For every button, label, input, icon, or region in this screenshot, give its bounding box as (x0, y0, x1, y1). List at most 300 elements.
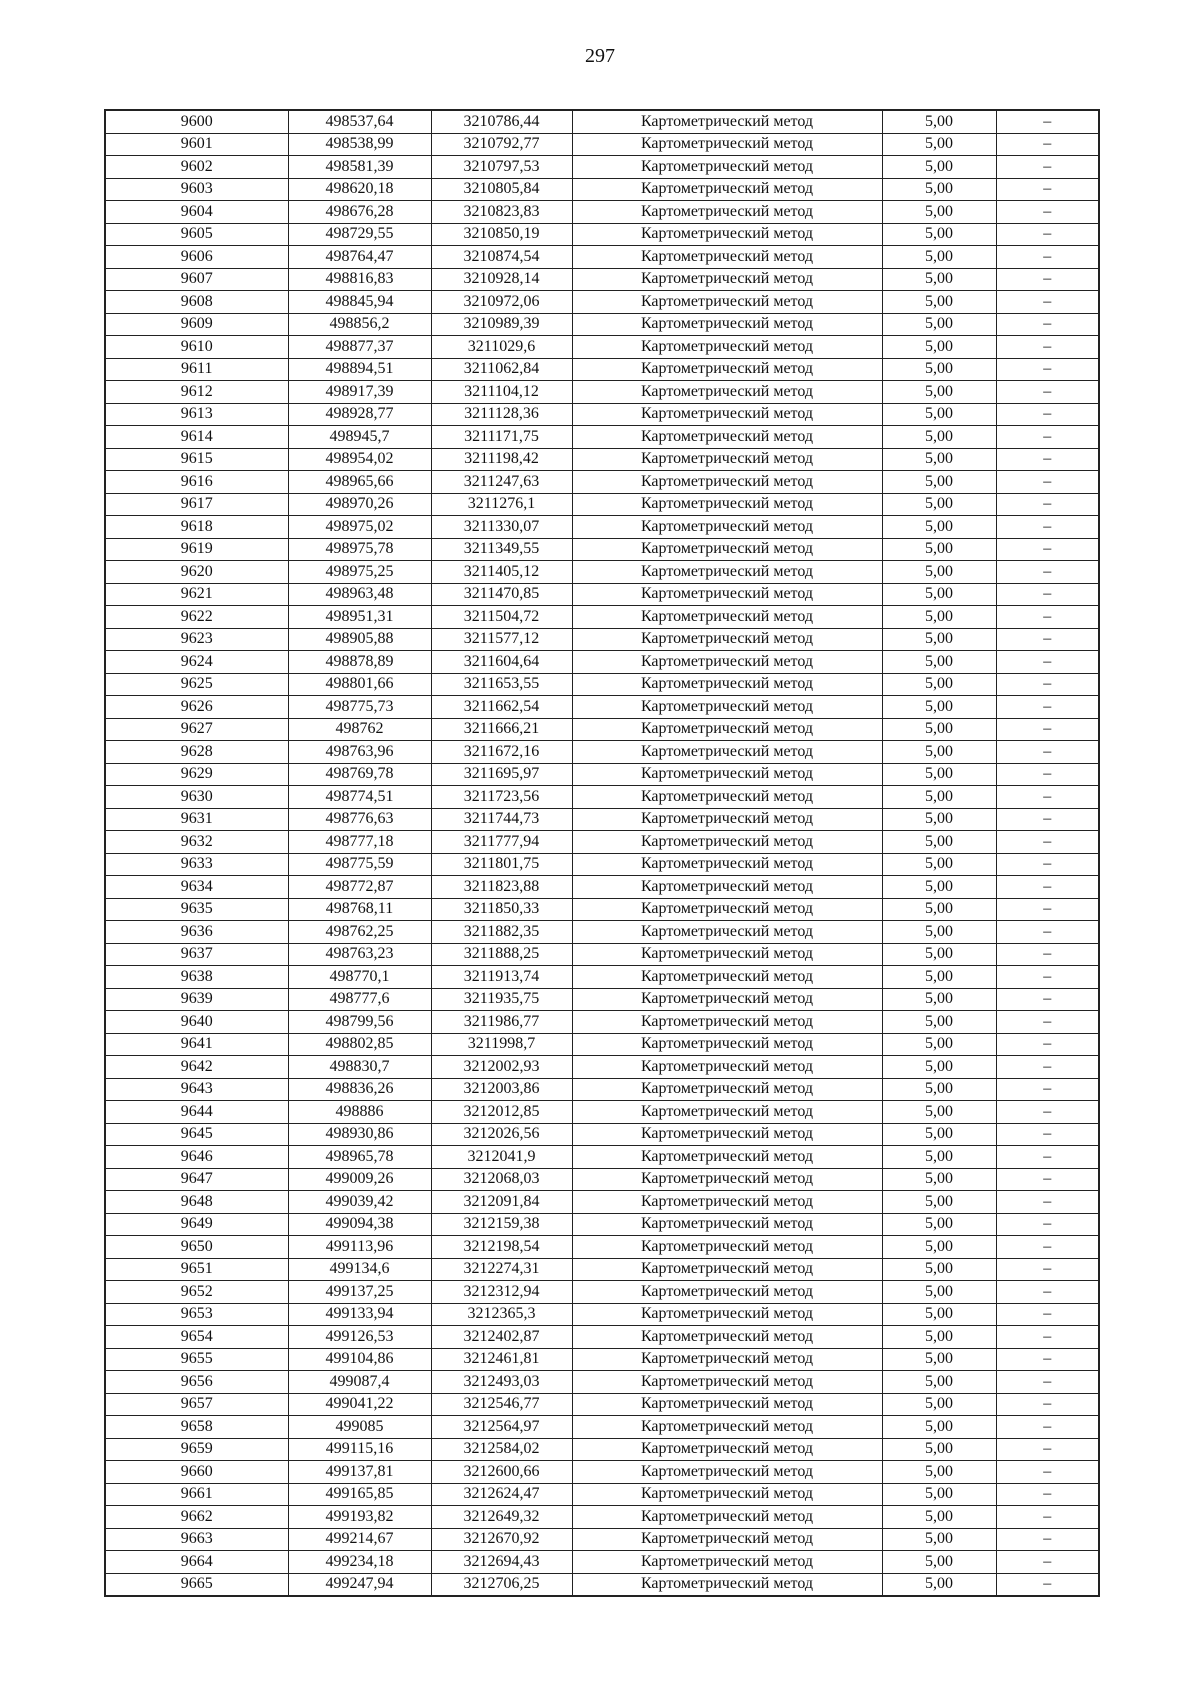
accuracy-cell: 5,00 (882, 403, 996, 426)
table-row (105, 763, 1099, 786)
x-coordinate-cell: 498877,37 (288, 336, 431, 359)
table-row (105, 966, 1099, 989)
accuracy-cell: 5,00 (882, 538, 996, 561)
table-row (105, 741, 1099, 764)
accuracy-cell: 5,00 (882, 876, 996, 899)
y-coordinate-cell: 3211723,56 (431, 786, 572, 809)
x-coordinate-cell: 499085 (288, 1416, 431, 1439)
point-number-cell: 9601 (105, 133, 288, 156)
y-coordinate-cell: 3212600,66 (431, 1461, 572, 1484)
x-coordinate-cell: 499039,42 (288, 1191, 431, 1214)
accuracy-cell: 5,00 (882, 1033, 996, 1056)
x-coordinate-cell: 499115,16 (288, 1438, 431, 1461)
accuracy-cell: 5,00 (882, 718, 996, 741)
table-row (105, 1146, 1099, 1169)
method-cell: Картометрический метод (572, 696, 882, 719)
method-cell: Картометрический метод (572, 246, 882, 269)
note-cell: – (996, 718, 1099, 741)
point-number-cell: 9619 (105, 538, 288, 561)
table-row (105, 1528, 1099, 1551)
note-cell: – (996, 1461, 1099, 1484)
x-coordinate-cell: 498777,18 (288, 831, 431, 854)
accuracy-cell: 5,00 (882, 1438, 996, 1461)
table-row (105, 1168, 1099, 1191)
method-cell: Картометрический метод (572, 156, 882, 179)
table-row (105, 718, 1099, 741)
method-cell: Картометрический метод (572, 403, 882, 426)
y-coordinate-cell: 3212003,86 (431, 1078, 572, 1101)
y-coordinate-cell: 3210850,19 (431, 223, 572, 246)
table-row (105, 943, 1099, 966)
note-cell: – (996, 561, 1099, 584)
point-number-cell: 9630 (105, 786, 288, 809)
point-number-cell: 9606 (105, 246, 288, 269)
accuracy-cell: 5,00 (882, 1326, 996, 1349)
x-coordinate-cell: 498763,23 (288, 943, 431, 966)
method-cell: Картометрический метод (572, 538, 882, 561)
x-coordinate-cell: 498774,51 (288, 786, 431, 809)
accuracy-cell: 5,00 (882, 853, 996, 876)
table-body (105, 110, 1099, 1596)
note-cell: – (996, 336, 1099, 359)
accuracy-cell: 5,00 (882, 1258, 996, 1281)
method-cell: Картометрический метод (572, 493, 882, 516)
y-coordinate-cell: 3212159,38 (431, 1213, 572, 1236)
y-coordinate-cell: 3211653,55 (431, 673, 572, 696)
method-cell: Картометрический метод (572, 1146, 882, 1169)
accuracy-cell: 5,00 (882, 493, 996, 516)
point-number-cell: 9620 (105, 561, 288, 584)
y-coordinate-cell: 3211823,88 (431, 876, 572, 899)
note-cell: – (996, 516, 1099, 539)
note-cell: – (996, 1416, 1099, 1439)
point-number-cell: 9638 (105, 966, 288, 989)
table-row (105, 1348, 1099, 1371)
note-cell: – (996, 448, 1099, 471)
note-cell: – (996, 1258, 1099, 1281)
x-coordinate-cell: 499214,67 (288, 1528, 431, 1551)
method-cell: Картометрический метод (572, 1416, 882, 1439)
table-row (105, 1281, 1099, 1304)
y-coordinate-cell: 3211062,84 (431, 358, 572, 381)
point-number-cell: 9649 (105, 1213, 288, 1236)
method-cell: Картометрический метод (572, 1101, 882, 1124)
accuracy-cell: 5,00 (882, 426, 996, 449)
table-row (105, 1393, 1099, 1416)
x-coordinate-cell: 499094,38 (288, 1213, 431, 1236)
table-row (105, 201, 1099, 224)
method-cell: Картометрический метод (572, 1326, 882, 1349)
note-cell: – (996, 313, 1099, 336)
method-cell: Картометрический метод (572, 426, 882, 449)
method-cell: Картометрический метод (572, 876, 882, 899)
y-coordinate-cell: 3212584,02 (431, 1438, 572, 1461)
y-coordinate-cell: 3212026,56 (431, 1123, 572, 1146)
method-cell: Картометрический метод (572, 1461, 882, 1484)
y-coordinate-cell: 3211913,74 (431, 966, 572, 989)
note-cell: – (996, 1213, 1099, 1236)
method-cell: Картометрический метод (572, 921, 882, 944)
accuracy-cell: 5,00 (882, 583, 996, 606)
x-coordinate-cell: 498954,02 (288, 448, 431, 471)
x-coordinate-cell: 498537,64 (288, 110, 431, 133)
table-row (105, 583, 1099, 606)
table-row (105, 291, 1099, 314)
table-row (105, 1236, 1099, 1259)
y-coordinate-cell: 3210797,53 (431, 156, 572, 179)
accuracy-cell: 5,00 (882, 1236, 996, 1259)
method-cell: Картометрический метод (572, 1348, 882, 1371)
x-coordinate-cell: 498538,99 (288, 133, 431, 156)
point-number-cell: 9626 (105, 696, 288, 719)
y-coordinate-cell: 3211349,55 (431, 538, 572, 561)
method-cell: Картометрический метод (572, 516, 882, 539)
accuracy-cell: 5,00 (882, 1506, 996, 1529)
accuracy-cell: 5,00 (882, 1573, 996, 1596)
accuracy-cell: 5,00 (882, 561, 996, 584)
note-cell: – (996, 1168, 1099, 1191)
y-coordinate-cell: 3212493,03 (431, 1371, 572, 1394)
method-cell: Картометрический метод (572, 381, 882, 404)
note-cell: – (996, 853, 1099, 876)
point-number-cell: 9636 (105, 921, 288, 944)
accuracy-cell: 5,00 (882, 313, 996, 336)
y-coordinate-cell: 3212365,3 (431, 1303, 572, 1326)
y-coordinate-cell: 3212041,9 (431, 1146, 572, 1169)
y-coordinate-cell: 3211504,72 (431, 606, 572, 629)
table-row (105, 1191, 1099, 1214)
y-coordinate-cell: 3211850,33 (431, 898, 572, 921)
table-row (105, 651, 1099, 674)
note-cell: – (996, 606, 1099, 629)
method-cell: Картометрический метод (572, 1033, 882, 1056)
x-coordinate-cell: 499087,4 (288, 1371, 431, 1394)
method-cell: Картометрический метод (572, 1168, 882, 1191)
point-number-cell: 9655 (105, 1348, 288, 1371)
method-cell: Картометрический метод (572, 943, 882, 966)
method-cell: Картометрический метод (572, 988, 882, 1011)
point-number-cell: 9633 (105, 853, 288, 876)
accuracy-cell: 5,00 (882, 358, 996, 381)
note-cell: – (996, 291, 1099, 314)
x-coordinate-cell: 498777,6 (288, 988, 431, 1011)
accuracy-cell: 5,00 (882, 291, 996, 314)
accuracy-cell: 5,00 (882, 1348, 996, 1371)
point-number-cell: 9614 (105, 426, 288, 449)
y-coordinate-cell: 3211998,7 (431, 1033, 572, 1056)
point-number-cell: 9644 (105, 1101, 288, 1124)
accuracy-cell: 5,00 (882, 1146, 996, 1169)
accuracy-cell: 5,00 (882, 1056, 996, 1079)
x-coordinate-cell: 498729,55 (288, 223, 431, 246)
method-cell: Картометрический метод (572, 1011, 882, 1034)
note-cell: – (996, 1551, 1099, 1574)
accuracy-cell: 5,00 (882, 966, 996, 989)
point-number-cell: 9604 (105, 201, 288, 224)
method-cell: Картометрический метод (572, 448, 882, 471)
point-number-cell: 9624 (105, 651, 288, 674)
accuracy-cell: 5,00 (882, 381, 996, 404)
method-cell: Картометрический метод (572, 178, 882, 201)
y-coordinate-cell: 3211986,77 (431, 1011, 572, 1034)
point-number-cell: 9617 (105, 493, 288, 516)
table-row (105, 808, 1099, 831)
x-coordinate-cell: 498772,87 (288, 876, 431, 899)
x-coordinate-cell: 499137,25 (288, 1281, 431, 1304)
y-coordinate-cell: 3212461,81 (431, 1348, 572, 1371)
x-coordinate-cell: 498762,25 (288, 921, 431, 944)
table-row (105, 1101, 1099, 1124)
note-cell: – (996, 178, 1099, 201)
accuracy-cell: 5,00 (882, 1123, 996, 1146)
accuracy-cell: 5,00 (882, 133, 996, 156)
method-cell: Картометрический метод (572, 336, 882, 359)
x-coordinate-cell: 498917,39 (288, 381, 431, 404)
note-cell: – (996, 741, 1099, 764)
accuracy-cell: 5,00 (882, 741, 996, 764)
x-coordinate-cell: 498763,96 (288, 741, 431, 764)
accuracy-cell: 5,00 (882, 1213, 996, 1236)
table-row (105, 831, 1099, 854)
method-cell: Картометрический метод (572, 1371, 882, 1394)
point-number-cell: 9648 (105, 1191, 288, 1214)
y-coordinate-cell: 3212274,31 (431, 1258, 572, 1281)
x-coordinate-cell: 498965,78 (288, 1146, 431, 1169)
note-cell: – (996, 1123, 1099, 1146)
y-coordinate-cell: 3211128,36 (431, 403, 572, 426)
y-coordinate-cell: 3211104,12 (431, 381, 572, 404)
y-coordinate-cell: 3211171,75 (431, 426, 572, 449)
y-coordinate-cell: 3212091,84 (431, 1191, 572, 1214)
table-row (105, 1416, 1099, 1439)
y-coordinate-cell: 3212670,92 (431, 1528, 572, 1551)
y-coordinate-cell: 3211662,54 (431, 696, 572, 719)
table-row (105, 1326, 1099, 1349)
method-cell: Картометрический метод (572, 313, 882, 336)
table-row (105, 1371, 1099, 1394)
y-coordinate-cell: 3211801,75 (431, 853, 572, 876)
accuracy-cell: 5,00 (882, 651, 996, 674)
y-coordinate-cell: 3212012,85 (431, 1101, 572, 1124)
y-coordinate-cell: 3212402,87 (431, 1326, 572, 1349)
method-cell: Картометрический метод (572, 1506, 882, 1529)
accuracy-cell: 5,00 (882, 1191, 996, 1214)
x-coordinate-cell: 499234,18 (288, 1551, 431, 1574)
point-number-cell: 9618 (105, 516, 288, 539)
method-cell: Картометрический метод (572, 1573, 882, 1596)
method-cell: Картометрический метод (572, 268, 882, 291)
method-cell: Картометрический метод (572, 223, 882, 246)
y-coordinate-cell: 3211935,75 (431, 988, 572, 1011)
y-coordinate-cell: 3211604,64 (431, 651, 572, 674)
point-number-cell: 9647 (105, 1168, 288, 1191)
table-row (105, 1483, 1099, 1506)
method-cell: Картометрический метод (572, 1483, 882, 1506)
table-row (105, 178, 1099, 201)
note-cell: – (996, 921, 1099, 944)
table-row (105, 246, 1099, 269)
method-cell: Картометрический метод (572, 1056, 882, 1079)
point-number-cell: 9628 (105, 741, 288, 764)
method-cell: Картометрический метод (572, 628, 882, 651)
note-cell: – (996, 1078, 1099, 1101)
method-cell: Картометрический метод (572, 583, 882, 606)
note-cell: – (996, 876, 1099, 899)
accuracy-cell: 5,00 (882, 1168, 996, 1191)
table-row (105, 561, 1099, 584)
point-number-cell: 9656 (105, 1371, 288, 1394)
accuracy-cell: 5,00 (882, 921, 996, 944)
note-cell: – (996, 156, 1099, 179)
point-number-cell: 9611 (105, 358, 288, 381)
point-number-cell: 9658 (105, 1416, 288, 1439)
x-coordinate-cell: 498775,73 (288, 696, 431, 719)
table-row (105, 268, 1099, 291)
x-coordinate-cell: 498802,85 (288, 1033, 431, 1056)
point-number-cell: 9607 (105, 268, 288, 291)
point-number-cell: 9621 (105, 583, 288, 606)
x-coordinate-cell: 499133,94 (288, 1303, 431, 1326)
table-row (105, 696, 1099, 719)
note-cell: – (996, 538, 1099, 561)
point-number-cell: 9645 (105, 1123, 288, 1146)
table-row (105, 1461, 1099, 1484)
point-number-cell: 9641 (105, 1033, 288, 1056)
table-row (105, 133, 1099, 156)
point-number-cell: 9609 (105, 313, 288, 336)
x-coordinate-cell: 498856,2 (288, 313, 431, 336)
point-number-cell: 9610 (105, 336, 288, 359)
note-cell: – (996, 201, 1099, 224)
note-cell: – (996, 426, 1099, 449)
accuracy-cell: 5,00 (882, 1101, 996, 1124)
y-coordinate-cell: 3211405,12 (431, 561, 572, 584)
table-row (105, 1551, 1099, 1574)
note-cell: – (996, 1506, 1099, 1529)
note-cell: – (996, 651, 1099, 674)
table-row (105, 1213, 1099, 1236)
accuracy-cell: 5,00 (882, 943, 996, 966)
y-coordinate-cell: 3211744,73 (431, 808, 572, 831)
method-cell: Картометрический метод (572, 831, 882, 854)
point-number-cell: 9602 (105, 156, 288, 179)
y-coordinate-cell: 3211470,85 (431, 583, 572, 606)
table-row (105, 628, 1099, 651)
point-number-cell: 9662 (105, 1506, 288, 1529)
table-row (105, 1078, 1099, 1101)
y-coordinate-cell: 3210874,54 (431, 246, 572, 269)
accuracy-cell: 5,00 (882, 763, 996, 786)
x-coordinate-cell: 498975,02 (288, 516, 431, 539)
method-cell: Картометрический метод (572, 1258, 882, 1281)
x-coordinate-cell: 498894,51 (288, 358, 431, 381)
note-cell: – (996, 1191, 1099, 1214)
table-row (105, 786, 1099, 809)
x-coordinate-cell: 499041,22 (288, 1393, 431, 1416)
x-coordinate-cell: 498799,56 (288, 1011, 431, 1034)
point-number-cell: 9622 (105, 606, 288, 629)
method-cell: Картометрический метод (572, 110, 882, 133)
table-row (105, 358, 1099, 381)
point-number-cell: 9608 (105, 291, 288, 314)
table-row (105, 313, 1099, 336)
accuracy-cell: 5,00 (882, 1416, 996, 1439)
point-number-cell: 9646 (105, 1146, 288, 1169)
x-coordinate-cell: 498886 (288, 1101, 431, 1124)
point-number-cell: 9637 (105, 943, 288, 966)
method-cell: Картометрический метод (572, 561, 882, 584)
accuracy-cell: 5,00 (882, 268, 996, 291)
y-coordinate-cell: 3211330,07 (431, 516, 572, 539)
accuracy-cell: 5,00 (882, 223, 996, 246)
table-row (105, 1303, 1099, 1326)
accuracy-cell: 5,00 (882, 1303, 996, 1326)
table-row (105, 853, 1099, 876)
point-number-cell: 9634 (105, 876, 288, 899)
accuracy-cell: 5,00 (882, 831, 996, 854)
note-cell: – (996, 628, 1099, 651)
note-cell: – (996, 268, 1099, 291)
note-cell: – (996, 988, 1099, 1011)
accuracy-cell: 5,00 (882, 1078, 996, 1101)
method-cell: Картометрический метод (572, 1213, 882, 1236)
method-cell: Картометрический метод (572, 1191, 882, 1214)
accuracy-cell: 5,00 (882, 1393, 996, 1416)
x-coordinate-cell: 498930,86 (288, 1123, 431, 1146)
method-cell: Картометрический метод (572, 358, 882, 381)
note-cell: – (996, 583, 1099, 606)
point-number-cell: 9663 (105, 1528, 288, 1551)
y-coordinate-cell: 3212002,93 (431, 1056, 572, 1079)
method-cell: Картометрический метод (572, 201, 882, 224)
y-coordinate-cell: 3212694,43 (431, 1551, 572, 1574)
x-coordinate-cell: 498762 (288, 718, 431, 741)
note-cell: – (996, 1438, 1099, 1461)
note-cell: – (996, 403, 1099, 426)
note-cell: – (996, 1483, 1099, 1506)
point-number-cell: 9650 (105, 1236, 288, 1259)
accuracy-cell: 5,00 (882, 448, 996, 471)
y-coordinate-cell: 3212068,03 (431, 1168, 572, 1191)
y-coordinate-cell: 3212649,32 (431, 1506, 572, 1529)
x-coordinate-cell: 498676,28 (288, 201, 431, 224)
point-number-cell: 9600 (105, 110, 288, 133)
x-coordinate-cell: 498775,59 (288, 853, 431, 876)
note-cell: – (996, 1236, 1099, 1259)
table-row (105, 921, 1099, 944)
table-row (105, 1506, 1099, 1529)
point-number-cell: 9661 (105, 1483, 288, 1506)
table-row (105, 381, 1099, 404)
note-cell: – (996, 1348, 1099, 1371)
note-cell: – (996, 133, 1099, 156)
y-coordinate-cell: 3211198,42 (431, 448, 572, 471)
method-cell: Картометрический метод (572, 1303, 882, 1326)
x-coordinate-cell: 498620,18 (288, 178, 431, 201)
accuracy-cell: 5,00 (882, 1371, 996, 1394)
x-coordinate-cell: 498770,1 (288, 966, 431, 989)
y-coordinate-cell: 3211247,63 (431, 471, 572, 494)
table-row (105, 1438, 1099, 1461)
y-coordinate-cell: 3211777,94 (431, 831, 572, 854)
point-number-cell: 9654 (105, 1326, 288, 1349)
accuracy-cell: 5,00 (882, 471, 996, 494)
table-row (105, 1011, 1099, 1034)
table-row (105, 110, 1099, 133)
method-cell: Картометрический метод (572, 898, 882, 921)
table-row (105, 156, 1099, 179)
note-cell: – (996, 471, 1099, 494)
